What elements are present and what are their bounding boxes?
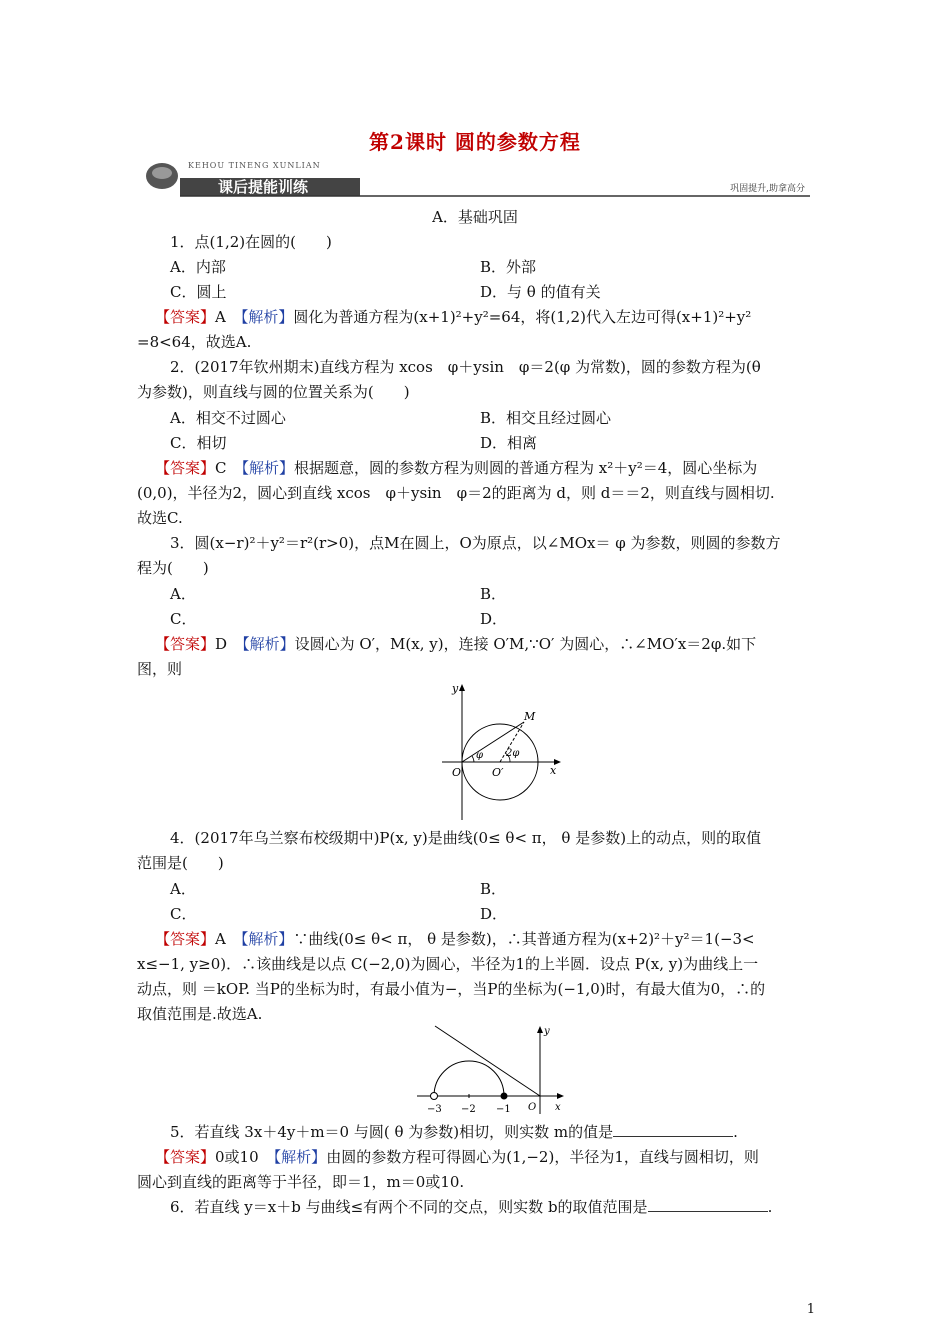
fig4-x-label: x [555, 1102, 561, 1113]
q4-option-c: C． [170, 905, 197, 923]
q3-option-b: B． [480, 585, 507, 603]
page-title: 第2课时 圆的参数方程 [369, 130, 581, 154]
q5-analysis-line2: 圆心到直线的距离等于半径，即＝1，m＝0或10. [137, 1173, 465, 1191]
q6-answer-blank [648, 1197, 768, 1212]
q1-option-c: C．圆上 [170, 283, 227, 301]
q6-stem: 6．若直线 y＝x＋b 与曲线≤有两个不同的交点，则实数 b的取值范围是 . [170, 1198, 773, 1216]
q2-stem-line1: 2．(2017年钦州期末)直线方程为 xcos φ＋ysin φ＝2(φ 为常数)，圆的参数方程为(θ [170, 358, 761, 376]
fig4-tick-neg2: −2 [461, 1104, 476, 1115]
q2-option-c: C．相切 [170, 434, 227, 452]
banner-pinyin: KEHOU TINENG XUNLIAN [188, 161, 321, 170]
q3-stem-line2: 程为( ) [137, 559, 209, 577]
q3-figure [440, 682, 570, 822]
q4-analysis-line1: 【答案】A 【解析】∵曲线(0≤ θ< π， θ 是参数)，∴其普通方程为(x+2)²＋y²＝1(−3< [155, 930, 755, 948]
fig4-y-label: y [544, 1026, 550, 1037]
fig3-m-label: M [524, 710, 536, 723]
q1-option-b: B．外部 [480, 258, 537, 276]
q4-stem-line2: 范围是( ) [137, 854, 224, 872]
q3-option-a: A． [170, 585, 196, 603]
page-number: 1 [806, 1302, 815, 1317]
q5-analysis-line1: 【答案】0或10 【解析】由圆的参数方程可得圆心为(1,−2)，半径为1，直线与圆相切，则 [155, 1148, 759, 1166]
q2-option-b: B．相交且经过圆心 [480, 409, 612, 427]
fig4-origin-label: O [528, 1102, 537, 1113]
fig3-center-label: O′ [492, 766, 504, 779]
q1-analysis-line2: =8<64，故选A. [137, 333, 252, 351]
q3-option-c: C． [170, 610, 197, 628]
q3-analysis-line1: 【答案】D 【解析】设圆心为 O′，M(x, y)，连接 O′M,∵O′ 为圆心，∴∠MO′x＝2φ.如下 [155, 635, 757, 653]
banner-slogan: 巩固提升,助拿高分 [730, 184, 805, 194]
q3-stem-line1: 3．圆(x−r)²＋y²＝r²(r>0)，点M在圆上，O为原点，以∠MOx＝ φ 为参数，则圆的参数方 [170, 534, 781, 552]
banner-graphic [140, 156, 810, 198]
fig4-tick-neg1: −1 [496, 1104, 511, 1115]
fig3-phi-label: φ [476, 750, 484, 761]
q4-figure [415, 1024, 565, 1118]
q4-option-b: B． [480, 880, 507, 898]
q1-option-d: D．与 θ 的值有关 [480, 283, 601, 301]
q2-option-d: D．相离 [480, 434, 538, 452]
fig3-2phi-label: 2φ [506, 748, 520, 759]
q1-stem: 1．点(1,2)在圆的( ) [170, 233, 332, 251]
fig3-y-label: y [452, 682, 459, 695]
fig3-x-label: x [550, 764, 557, 777]
q1-analysis-line1: 【答案】A 【解析】圆化为普通方程为(x+1)²+y²=64，将(1,2)代入左边可得(x+1)²+y² [155, 308, 752, 326]
q2-analysis-line3: 故选C. [137, 509, 183, 527]
q4-option-d: D． [480, 905, 508, 923]
q5-answer-blank [613, 1122, 733, 1137]
q2-analysis-line1: 【答案】C 【解析】根据题意，圆的参数方程为则圆的普通方程为 x²＋y²＝4，圆心坐标为 [155, 459, 758, 477]
q4-stem-line1: 4．(2017年乌兰察布校级期中)P(x, y)是曲线(0≤ θ< π， θ 是参数)上的动点，则的取值 [170, 829, 762, 847]
q2-stem-line2: 为参数)，则直线与圆的位置关系为( ) [137, 383, 410, 401]
q2-option-a: A．相交不过圆心 [170, 409, 286, 427]
q3-option-d: D． [480, 610, 508, 628]
q4-analysis-line2: x≤−1, y≥0)．∴该曲线是以点 C(−2,0)为圆心，半径为1的上半圆．设点 P(x, y)为曲线上一 [137, 955, 759, 973]
q5-stem: 5．若直线 3x＋4y＋m＝0 与圆( θ 为参数)相切，则实数 m的值是 . [170, 1123, 738, 1141]
q4-option-a: A． [170, 880, 196, 898]
q1-option-a: A．内部 [170, 258, 226, 276]
q4-analysis-line4: 取值范围是.故选A. [137, 1005, 263, 1023]
banner-label: 课后提能训练 [218, 178, 309, 196]
q2-analysis-line2: (0,0)，半径为2，圆心到直线 xcos φ＋ysin φ＝2的距离为 d，则 d＝＝2，则直线与圆相切. [137, 484, 775, 502]
fig4-tick-neg3: −3 [427, 1104, 442, 1115]
q3-analysis-line2: 图，则 [137, 660, 183, 678]
q4-analysis-line3: 动点，则 ＝kOP. 当P的坐标为时，有最小值为−，当P的坐标为(−1,0)时，有最大值为0，∴的 [137, 980, 766, 998]
section-heading: A．基础巩固 [432, 208, 518, 226]
fig3-origin-label: O [452, 766, 462, 779]
section-banner [140, 156, 810, 198]
